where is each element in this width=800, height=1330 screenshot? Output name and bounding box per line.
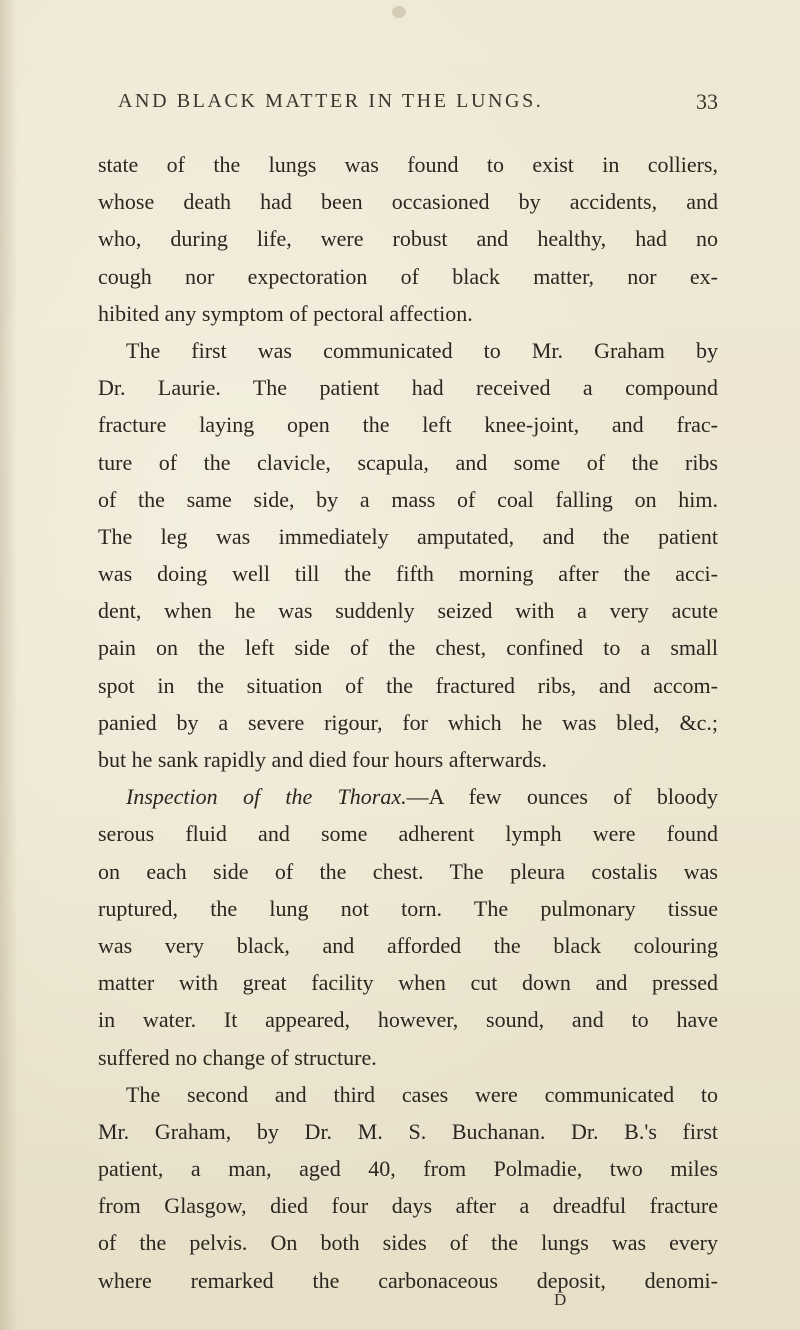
section-heading: Inspection of the Thorax. [126,784,407,810]
text-line: was doing well till the fifth morning after the acci- [98,561,718,587]
text-line: pain on the left side of the chest, confined to a small [98,635,718,661]
text-line: matter with great facility when cut down and pressed [98,970,718,996]
text-line: The first was communicated to Mr. Graham by [126,337,718,363]
text-line: from Glasgow, died four days after a dreadful fracture [98,1193,718,1219]
body-text [98,146,718,1299]
text-line: on each side of the chest. The pleura costalis was [98,858,718,884]
text-line: in water. It appeared, however, sound, and to have [98,1007,718,1033]
text-line: patient, a man, aged 40, from Polmadie, two miles [98,1156,718,1182]
text-line: but he sank rapidly and died four hours afterwards. [98,747,548,772]
text-line: The second and third cases were communicated to [126,1081,718,1107]
paper-stain [392,6,406,18]
text-line: spot in the situation of the fractured ribs, and accom- [98,672,718,698]
text-line: of the same side, by a mass of coal falling on him. [98,486,718,512]
signature-mark: D [554,1290,567,1309]
text-line: fracture laying open the left knee-joint, and frac- [98,412,718,438]
text-line: Inspection of the Thorax.—A few ounces of bloody [126,784,718,810]
text-line: state of the lungs was found to exist in colliers, [98,152,718,177]
page-number: 33 [696,89,718,114]
text-line: suffered no change of structure. [98,1044,377,1070]
text-line: was very black, and afforded the black colouring [98,932,718,958]
text-line: hibited any symptom of pectoral affection. [98,300,473,326]
text-line: who, during life, were robust and healthy, had no [98,226,718,252]
text-line: of the pelvis. On both sides of the lungs was every [98,1230,718,1256]
text-line: Dr. Laurie. The patient had received a compound [98,375,718,401]
text-line: serous fluid and some adherent lymph were found [98,821,718,847]
text-line: ture of the clavicle, scapula, and some of the ribs [98,449,718,475]
text-line: ruptured, the lung not torn. The pulmonary tissue [98,895,718,921]
running-head [98,90,718,124]
text-line: The leg was immediately amputated, and the patient [98,523,718,549]
text-line: cough nor expectoration of black matter, nor ex- [98,263,718,289]
text-line: where remarked the carbonaceous deposit, denomi- [98,1267,718,1293]
running-title: AND BLACK MATTER IN THE LUNGS. [118,90,544,112]
text-line: dent, when he was suddenly seized with a very acute [98,598,718,624]
page-gutter-shadow [0,0,18,1330]
text-line: panied by a severe rigour, for which he was bled, &c.; [98,709,718,735]
text-line: Mr. Graham, by Dr. M. S. Buchanan. Dr. B.'s first [98,1118,718,1144]
text-line: whose death had been occasioned by accidents, and [98,189,718,215]
